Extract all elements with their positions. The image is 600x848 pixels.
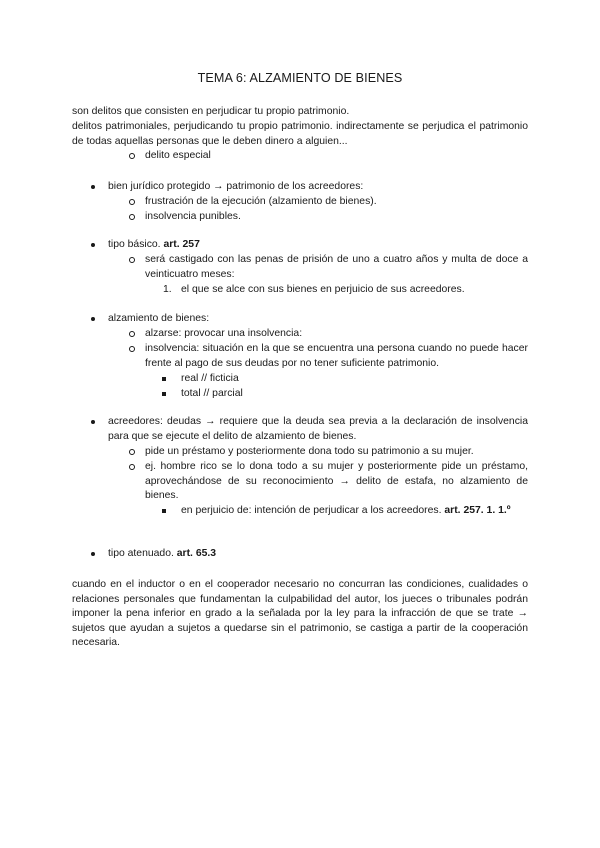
circle-bullet-icon (126, 253, 138, 267)
square-bullet-icon (158, 372, 170, 386)
article-reference: art. 257. 1. 1.º (444, 505, 511, 516)
circle-bullet-icon (126, 195, 138, 209)
disc-bullet-icon (87, 312, 99, 326)
section-5-label (108, 547, 216, 562)
circle-bullet-icon (126, 149, 138, 163)
section-1-sub-2: insolvencia punibles. (145, 211, 241, 222)
circle-bullet-icon (126, 327, 138, 341)
disc-bullet-icon (87, 238, 99, 252)
numbered-marker: 1. (163, 284, 172, 295)
circle-bullet-icon (126, 445, 138, 459)
section-3-square-2: total // parcial (181, 388, 243, 399)
square-bullet-icon (158, 387, 170, 401)
section-3-square-1: real // ficticia (181, 373, 239, 384)
section-5-label-text: tipo atenuado. (108, 548, 177, 559)
circle-bullet-icon (126, 210, 138, 224)
section-3-label: alzamiento de bienes: (108, 313, 210, 324)
section-3-sub-1: alzarse: provocar una insolvencia: (145, 328, 303, 339)
section-2-label (108, 238, 200, 253)
section-1-sub-1: frustración de la ejecución (alzamiento de bienes). (145, 196, 377, 207)
section-2-sub-1: será castigado con las penas de prisión de uno a cuatro años y multa de doce a veinticuatro meses: (145, 254, 528, 280)
article-reference: art. 65.3 (176, 548, 217, 559)
intro-sub-item: delito especial (145, 150, 211, 161)
section-4-label: acreedores: deudas → requiere que la deuda sea previa a la declaración de insolvencia para que se ejecute el delito de alzamiento de bienes. (108, 416, 528, 442)
disc-bullet-icon (87, 415, 99, 429)
intro-line-1: son delitos que consisten en perjudicar tu propio patrimonio. (72, 106, 350, 117)
closing-paragraph: cuando en el inductor o en el cooperador necesario no concurran las condiciones, cualidades o relaciones personales que fundamentan la culpabilidad del autor, los jueces o tribunales podrán imponer la pena inferior en grado a la señalada por la ley para la infracción de que se trate → sujetos que ayudan a sujetos a quedarse sin el patrimonio, se castiga a partir de la cooperación necesaria. (72, 579, 528, 649)
disc-bullet-icon (87, 180, 99, 194)
document-title: TEMA 6: ALZAMIENTO DE BIENES (197, 71, 403, 85)
square-bullet-icon (158, 504, 170, 518)
section-3-sub-2: insolvencia: situación en la que se encuentra una persona cuando no puede hacer frente al pago de sus deudas por no tener suficiente patrimonio. (145, 343, 528, 369)
circle-bullet-icon (126, 460, 138, 474)
section-4-square-text: en perjuicio de: intención de perjudicar a los acreedores. (181, 505, 445, 516)
section-1-label: bien jurídico protegido → patrimonio de los acreedores: (108, 181, 364, 192)
section-4-sub-2: ej. hombre rico se lo dona todo a su mujer y posteriormente pide un préstamo, aprovechándose de su reconocimiento → delito de estafa, no alzamiento de bienes. (145, 461, 528, 502)
section-2-label-text: tipo básico. (108, 239, 164, 250)
article-reference: art. 257 (163, 239, 200, 250)
intro-paragraph: delitos patrimoniales, perjudicando tu propio patrimonio. indirectamente se perjudica el patrimonio de todas aquellas personas que le deben dinero a alguien... (72, 121, 528, 147)
numbered-item: el que se alce con sus bienes en perjuicio de sus acreedores. (181, 284, 465, 295)
disc-bullet-icon (87, 547, 99, 561)
circle-bullet-icon (126, 342, 138, 356)
section-4-sub-1: pide un préstamo y posteriormente dona todo su patrimonio a su mujer. (145, 446, 474, 457)
section-4-square (181, 504, 528, 519)
